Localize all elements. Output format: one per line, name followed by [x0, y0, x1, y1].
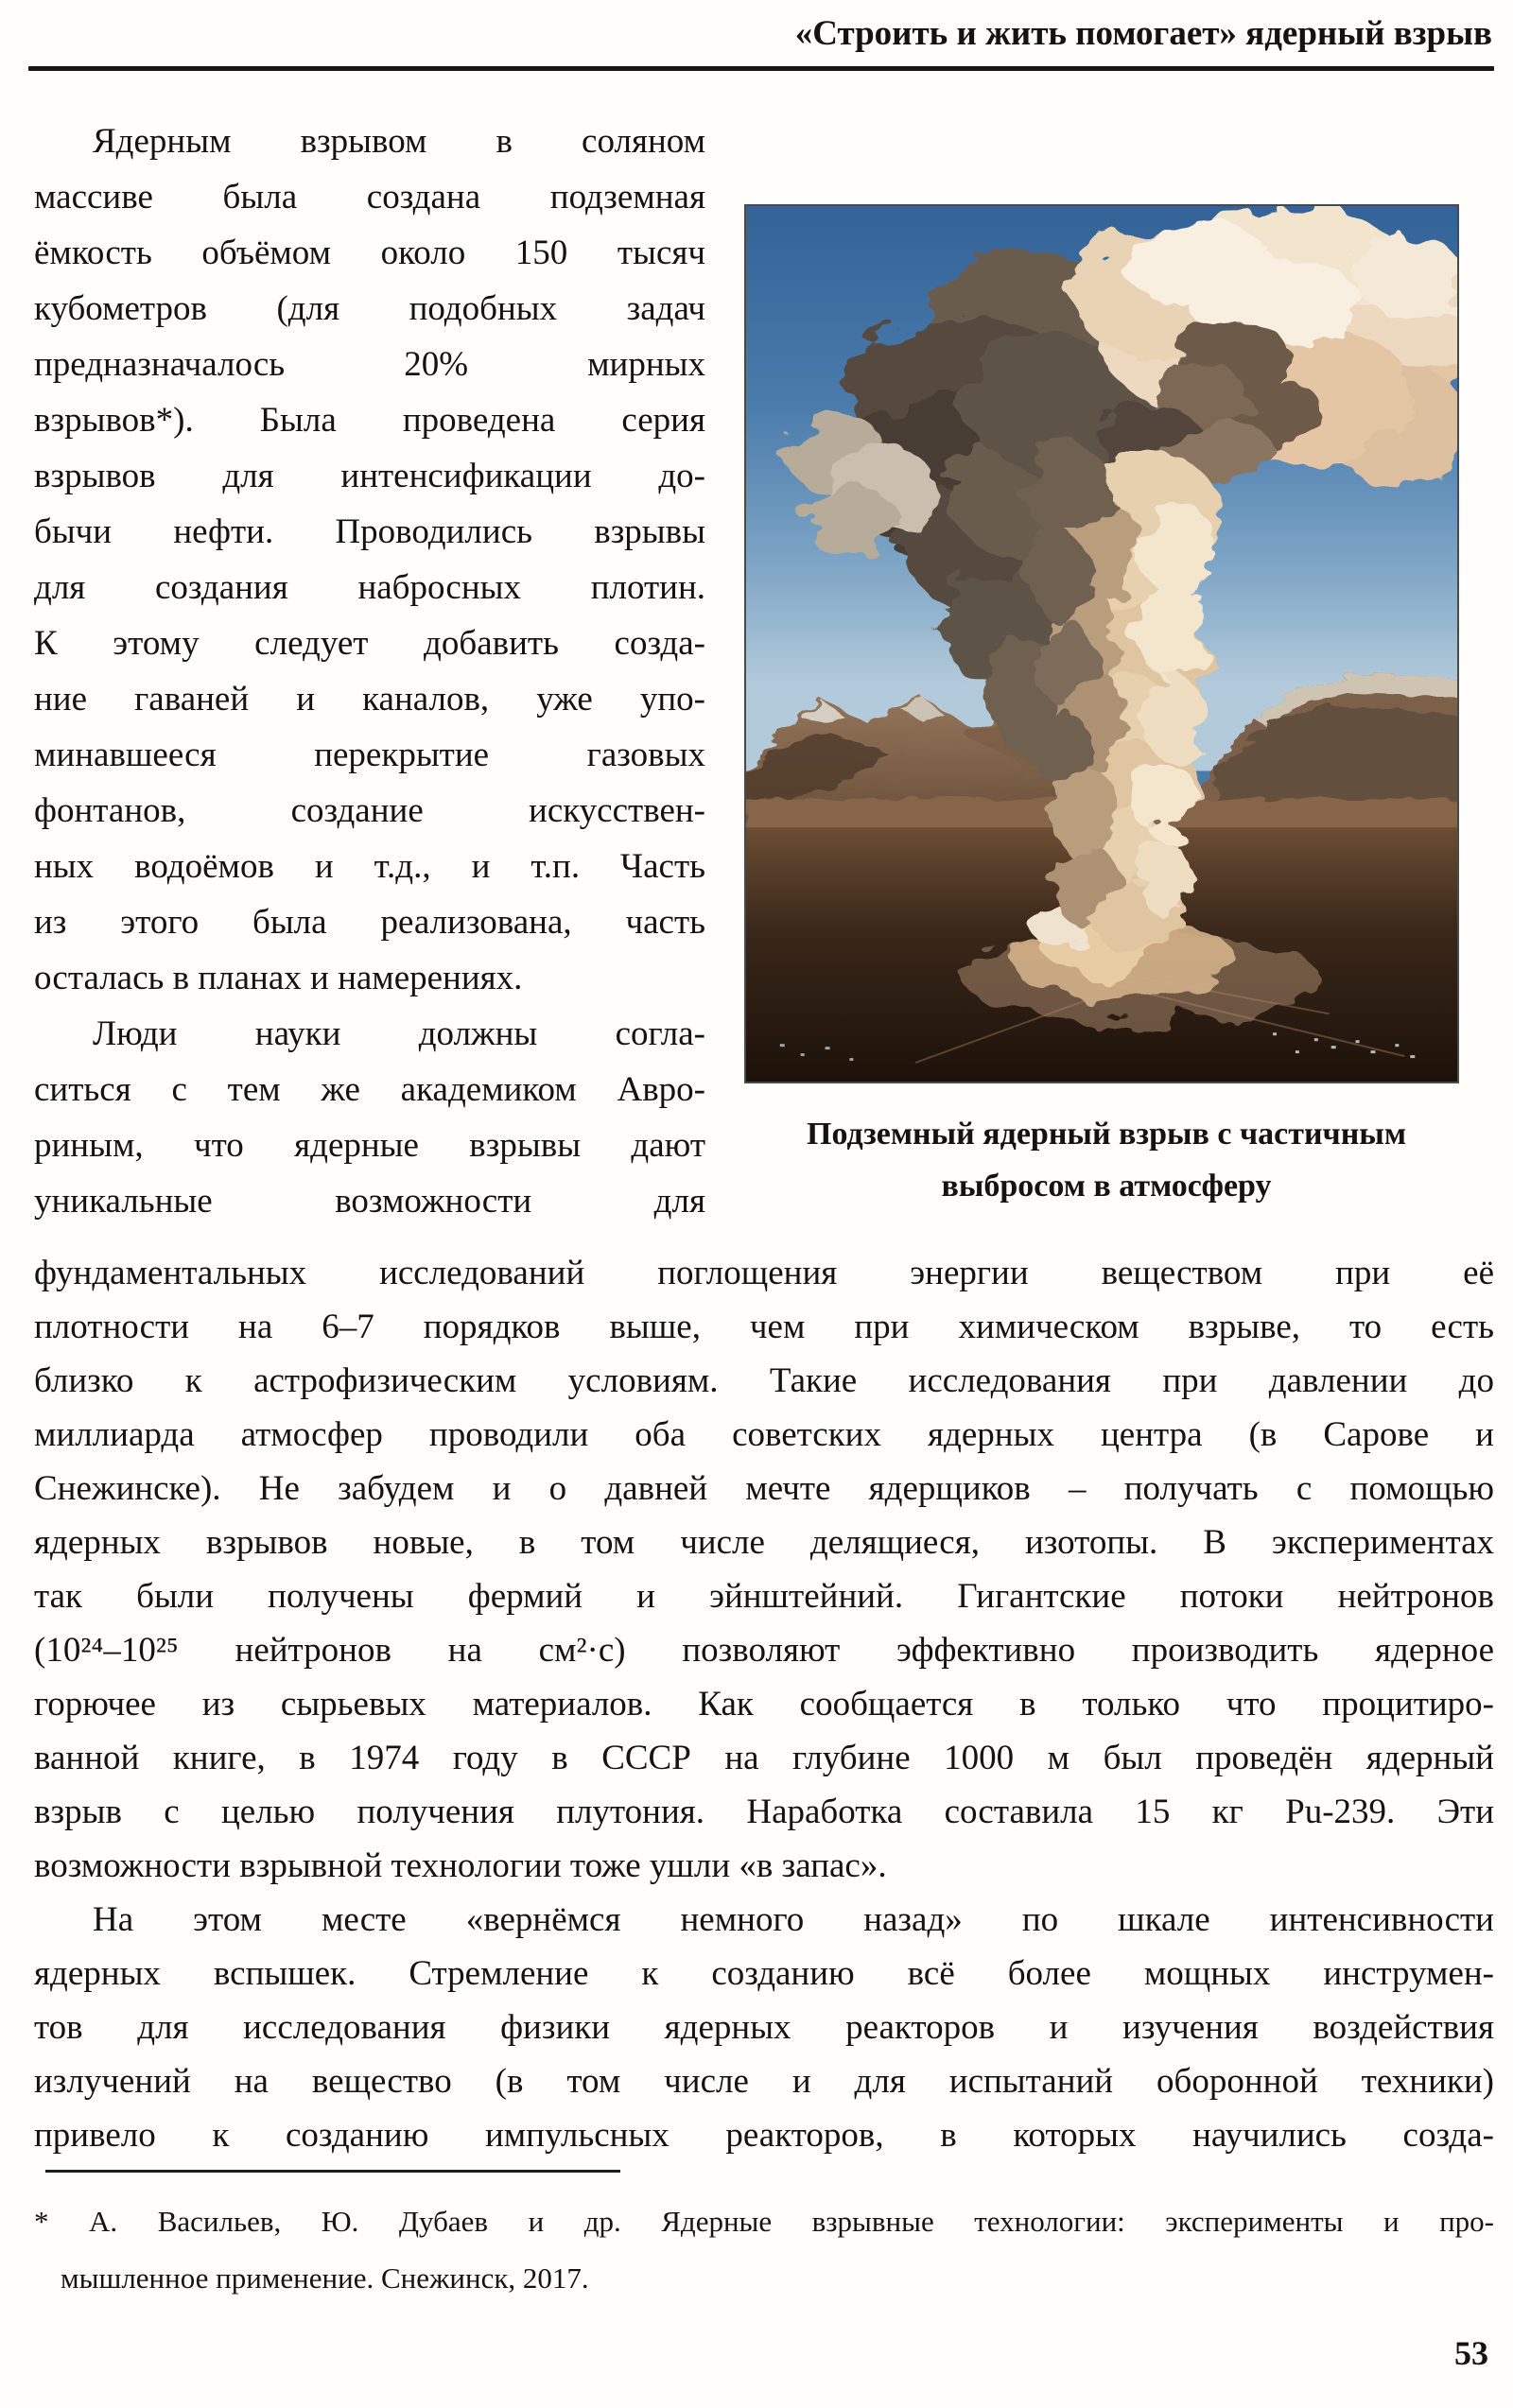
- text-line: минавшееся перекрытие газовых: [34, 736, 705, 774]
- text-line: тов для исследования физики ядерных реакторов и изучения воздействия: [34, 2008, 1494, 2047]
- text-line: фундаментальных исследований поглощения энергии веществом при её: [34, 1254, 1494, 1292]
- text-line: из этого была реализована, часть: [34, 903, 705, 942]
- text-line: Ядерным взрывом в соляном: [93, 122, 705, 161]
- text-line: взрыв с целью получения плутония. Наработка составила 15 кг Pu-239. Эти: [34, 1793, 1494, 1831]
- text-line: Снежинске). Не забудем и о давней мечте ядерщиков – получать с помощью: [34, 1469, 1494, 1508]
- left-text-column: [34, 113, 705, 1229]
- text-line: кубометров (для подобных задач: [34, 289, 705, 328]
- header-rule: [28, 66, 1494, 71]
- text-line: ядерных взрывов новые, в том числе делящиеся, изотопы. В экспериментах: [34, 1523, 1494, 1562]
- text-line: ных водоёмов и т.д., и т.п. Часть: [34, 847, 705, 886]
- text-line: так были получены фермий и эйнштейний. Гигантские потоки нейтронов: [34, 1577, 1494, 1616]
- text-line: для создания набросных плотин.: [34, 568, 705, 607]
- photo-underground-nuclear-explosion: [744, 204, 1459, 1083]
- text-line: Люди науки должны согла-: [93, 1014, 705, 1053]
- text-line: бычи нефти. Проводились взрывы: [34, 512, 705, 551]
- text-line: На этом месте «вернёмся немного назад» по шкале интенсивности: [93, 1900, 1494, 1939]
- text-line: горючее из сырьевых материалов. Как сообщается в только что процитиро-: [34, 1685, 1494, 1724]
- body-text: [34, 1246, 1494, 2162]
- text-line: (10²⁴–10²⁵ нейтронов на см²·с) позволяют эффективно производить ядерное: [34, 1631, 1494, 1670]
- text-line: ние гаваней и каналов, уже упо-: [34, 680, 705, 719]
- explosion-illustration: [746, 206, 1457, 1082]
- text-line: ванной книге, в 1974 году в СССР на глубине 1000 м был проведён ядерный: [34, 1739, 1494, 1777]
- text-line: массиве была создана подземная: [34, 178, 705, 217]
- text-line: ядерных вспышек. Стремление к созданию всё более мощных инструмен-: [34, 1954, 1494, 1993]
- footnote-line: мышленное применение. Снежинск, 2017.: [61, 2261, 589, 2295]
- running-head: «Строить и жить помогает» ядерный взрыв: [794, 14, 1492, 53]
- text-line: риным, что ядерные взрывы дают: [34, 1126, 705, 1165]
- page-number: 53: [1454, 2334, 1488, 2372]
- text-line: осталась в планах и намерениях.: [34, 959, 523, 997]
- footnote: [34, 2193, 1494, 2307]
- text-line: привело к созданию импульсных реакторов, в которых научились созда-: [34, 2116, 1494, 2155]
- footnote-line: * А. Васильев, Ю. Дубаев и др. Ядерные взрывные технологии: эксперименты и про-: [34, 2205, 1494, 2238]
- text-line: возможности взрывной технологии тоже ушли «в запас».: [34, 1846, 887, 1885]
- text-line: предназначалось 20% мирных: [34, 345, 705, 384]
- text-line: уникальные возможности для: [34, 1182, 705, 1221]
- photo-caption-line: выбросом в атмосферу: [941, 1169, 1272, 1204]
- text-line: взрывов для интенсификации до-: [34, 457, 705, 495]
- text-line: фонтанов, создание искусствен-: [34, 791, 705, 830]
- text-line: взрывов*). Была проведена серия: [34, 401, 705, 440]
- text-line: ситься с тем же академиком Авро-: [34, 1070, 705, 1109]
- text-line: близко к астрофизическим условиям. Такие исследования при давлении до: [34, 1361, 1494, 1400]
- text-line: К этому следует добавить созда-: [34, 624, 705, 663]
- text-line: плотности на 6–7 порядков выше, чем при химическом взрыве, то есть: [34, 1308, 1494, 1346]
- text-line: ёмкость объёмом около 150 тысяч: [34, 234, 705, 272]
- photo-caption: [728, 1108, 1485, 1212]
- footnote-rule: [45, 2170, 620, 2173]
- text-line: миллиарда атмосфер проводили оба советских ядерных центра (в Сарове и: [34, 1415, 1494, 1454]
- text-line: излучений на вещество (в том числе и для испытаний оборонной техники): [34, 2062, 1494, 2101]
- photo-caption-line: Подземный ядерный взрыв с частичным: [807, 1117, 1406, 1152]
